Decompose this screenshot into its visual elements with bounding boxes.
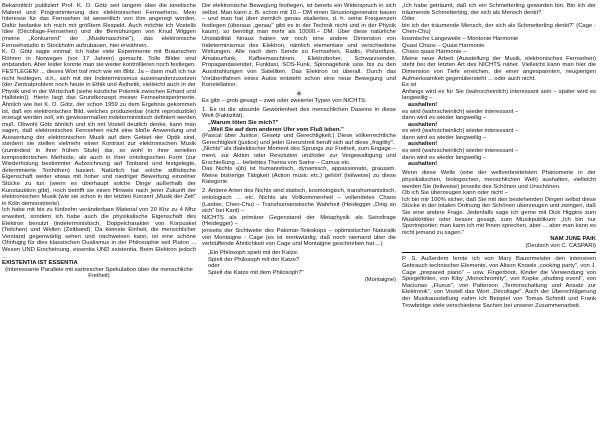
paragraph: Es gibt – grob gesagt – zwei oder zweierlei Typen von NICHTS: bbox=[202, 97, 367, 104]
line: Chaos quasi Harmonie – bbox=[402, 49, 467, 56]
paragraph: „Nichts" als dialektischer Moment des Sprungs zur Freiheit, zum Engage – ment, zur Aktion oder Revolution und/oder zur Vergewaltigung und Erschießung ... beliebtes Thema von Sartre – Camus etc. bbox=[202, 146, 396, 166]
paragraph: Ich bin mir 100% sicher, daß Sie mit den bestehenden Dingen selbst diese Stücke in der totalen Ordnung der Schönen überzeugen und zwingen, daß Sie eine andere Frage. Jedenfalls sage ich gerne mit Dick Higgins zum Musikkritiker oder besser gesagt, zum Musikpublikum: „Ich bin nur Sportreporter; man kann ich mit Ihnen sprechen, aber ... aber man kann es nicht jemand zu sagen." bbox=[402, 196, 596, 236]
quote: Oder bbox=[402, 16, 415, 23]
paragraph: Bekanntlich publiziert Prof. K. O. Götz seit langem über die kinetische Malerei und Programmierung des elektronischen Fernsehens. Mein Interesse für das Fernsehen ist wesentlich von ihm angeregt worden. Dafür bedanke ich mich mit größtem Respekt. Auch möchte ich Vostells Idee (Décollage-Fernsehen) und die Bemühungen von Knud Wiggen (meine „Konkurrent" der „Musikmaschine"), das elektronische Fernsehstudio in Stockholm aufzubauen, hier erwähnen. bbox=[2, 3, 196, 49]
translator-credit: (Deutsch von C. CASPARI) bbox=[525, 242, 596, 249]
paragraph: Ob ich Sie überzeugen kann oder nicht – bbox=[402, 190, 508, 197]
line: aushalten! bbox=[408, 101, 438, 108]
quote: „Ich habe geträumt, daß ich ein Schmetterling geworden bin. Bin ich der träumende Schmetterling, der sich als Mensch denkt? bbox=[402, 3, 596, 16]
line: es wird (wahrscheinlich) wieder interessant – bbox=[402, 128, 519, 135]
line: aushalten! bbox=[408, 161, 438, 168]
quote: bin ich der träumende Mensch, der sich als Schmetterling denkt?" (Cage - Chen-Chu) bbox=[402, 22, 596, 36]
line: aushalten! bbox=[408, 121, 438, 128]
list-item-1: 1. Es ist die absurde Gewortenheit des menschlichen Daseins in diese Welt (Faktizität). bbox=[202, 106, 396, 120]
line: dann wird es wieder langweilig – bbox=[402, 154, 487, 161]
author-signature: NAM JUNE PAIK bbox=[550, 236, 596, 243]
paragraph: Ich habe mit bis zu fünfzehn veränderbare Material von 20 Khz zu 4 Mhz erweitert, sondern ich habe auch die physikalische Eigenschaft des Elektron benutzt (indeterministisch, Doppelcharakter von Korpuskel (Teilchen) und Wellen (Zeitband). Da kleinste Einheit, die menschlicher Verstand gegenwärtig sehen und nachweisen kann, ist eine schöne Ohnfugig für dies klassischen Dualismus in der Philosophie seit Platon ... Wesen UND Erscheinung, essentia UND existentia. Beim Elektron jedoch ... bbox=[2, 207, 196, 260]
line: Es ist bbox=[402, 82, 417, 89]
quote: „Ein Philosoph spielt mit der Katze. bbox=[208, 250, 299, 257]
paragraph: Die elektronische Bewegung festlegen, ist bereits ein Widerspruch in sich selbst. Man kann z. B. schon mit 10.– DM einen Sinustongenerator bauen – und man hat über ziemlich genau skaliertes, d. h. seine Frequenzen festlegen (überaus „genau" gibt es in der Technik nicht und in der Physik kaum), so benötigt man mehr als 10000.– DM. Über diese natürliche Unstabilität hinaus haben wir noch eine andere Dimension von Indeterminismus des Elektron, nämlich elementare und verschiedene Wirkungen. Alle nach dem Sende zu Fernsehen, Radio, Polizeifunk, Amateurfunk, Kaffeemaschinen, Elektroboher, Schwarzsender, Propagandasender, Funktaxi, SOS-Funk, Spionagefunk usw. bis zu den Ausstrahlungen von Satelliten. Das Elektron ist überall. Durch das Vorübertfahren eines Autos entsteht schon eine neue Bewegung und Konstellation. bbox=[202, 3, 396, 89]
column-right bbox=[402, 3, 596, 445]
quote: „Warum töten Sie mich?" bbox=[208, 120, 279, 126]
paragraph: Wenn diese Welle (eine der weltverbreitetsten Phänomene in der physikalischen, biologischen, menschlichen Welt) aushalten, vielleicht werden Sie (teilweise) jenseits des Schönen und Unschönen. bbox=[402, 170, 596, 190]
quote-attribution: (Montaigne) bbox=[364, 276, 396, 283]
line: kosmische Langeweile – Montonie Harmonie bbox=[402, 35, 519, 42]
column-middle bbox=[202, 3, 396, 445]
postscript: P. S. Außerdem lernte ich von Mary Bauermeister den intensiven Gebrauch technischer Elemente, von Alison Knowls „cooking party", von J. Cage „prepared piano" – usw. Fingerboot, Kinder die Verwendung von Spiegelfolien, von Kiby „Monochromity", von Kopke „shutting event", von Maciunas „Fluxus", von Patterson „Terminschaltung und Ansatz zur Elektronik", von Vostell das Wort „Décollage". Auch der Überschlägerung der Musikausstellung nahm ich Beispiel von Tomas Schmitt und Frank Trowbridge viele verschiedene Sachen bei unserer Zusammenarbeit. bbox=[402, 256, 596, 309]
section-divider-asterisk: ✳ bbox=[295, 88, 303, 98]
paragraph: Das Nichts a)b) ist humanistisch, dynamisch, appassionato, grausam. Meine bisherige Tätigkeit (Action music etc.) gehört (teilweise) zu diese Kategorie. bbox=[202, 166, 396, 186]
divider-rule bbox=[402, 252, 596, 253]
paragraph: jenseits der Sichtweite des Palomar-Teleskops – optimistischer Naturalik von Montaigne - Cage (es ist merkwürdig, daß noch niemand über die verblüffende Ähnlichkeit von Cage und Montaigne geschrieben hat ...) bbox=[202, 228, 396, 248]
line: dann wird es wieder langweilig – bbox=[402, 134, 487, 141]
paragraph: Meine neue Arbeit (Ausstellung der Musik, elektronisches Fernsehen) steht bei der letzten Art des NICHTS näher. Vielleicht kann man hier die Dimension von Tiefe erreichen, die einer angespannten, neugierigen Aufmerksamkeit gegenübersteht ... oder auch nicht. bbox=[402, 55, 596, 82]
line: es wird (wahrscheinlich) wieder interessant – bbox=[402, 148, 519, 155]
paragraph: NICHTS als primärer Gegenstand der Metaphysik als Seinsfrage (Heidegger) – bbox=[202, 214, 396, 228]
quote: Spielt die Katze mit dem Philosoph?" bbox=[208, 270, 304, 277]
paragraph: (Pascal über Justice; Gesetz und Gerechtigkeit.) Diese völkerrechtliche Gerechtigkeit (justice) und jeder Grenzstreit beruft sich auf diese „fragility". bbox=[202, 133, 396, 146]
parenthetical-note: (Interessante Parallele mit sartrescher Spekulation über die menschliche Freiheit) bbox=[5, 266, 193, 280]
line: Anfangs wird es für Sie (wahrscheinlich) interessant sein – später wird es langweilig – bbox=[402, 88, 596, 102]
list-item-2: 2. Andere Arten des Nichts sind statisch, kosmologisch, transhumanistisch, ontologisch ... etc. Nichts als Vollkommenheit – vollendetes Chaos (Laotse, Chen-Chu) – Transhumanistische Wahrheit (Heidegger „Ding an sich" bei Kant) – bbox=[202, 188, 396, 215]
column-left bbox=[2, 3, 196, 445]
paragraph: K. O. Götz sagte einmal: Ich habe viele Experimente mit Braunschen Röhren in Norwegen (vor 17 Jahren) gemacht. Tolle Bilder sind entstanden. Aber leider konnte man sie weder kontrollieren noch festlegen. FESTLEGEN! ... dieses Wort traf mich wie ein Blitz. Ja – dann muß ich nur nicht festlegen, d.h., sich mit der Indeterminismus auseinanderzusetzen (der Zentralproblem noch heute in Ethik und Ästhetik, vielleicht auch in der Physik und in der Wirtschaft (siehe kürzliche Polemik zwischen Erhard und Hallstein)). Hierin liegt das Grundkonzept meiner Fernsehexperimente. Ähnlich wie bei K. O. Götz, der schon 1959 zu dem Ergebnis gekommen ist, daß ein elektronisches Bild, welches produzierbar (nicht reproduzible) erzeugt werden soll, ein gewissermaßen indeterministisch definiert werden muß. Obwohl Götz ähnlich und ich mit Vostell deutlich denke, kann man sagen, daß elektronisches Fernsehen nicht eine bloße Anwendung und Auswertung der elektronischen Musik auf dem Gebiet der Optik sind, sondern sie stellen vielmehr einen Kontrast zur elektronischen Musik (zumindest in ihrer frühen Stufe) dar, so wohl in ihrer seriellen kompositorischen Methode, als auch in ihrer ontologischen Form (zur Wiederholung bestimmter Aufzeichnung auf Tonband und festgelegte, determinierte Tonhöhen) basiert. Natürlich hat solche stillistische Eigenschaft weder etwas mit hoher und niedriger Bewertung einzelner Stücke zu tun (wenn es überhaupt solche Dinge außerhalb der Kunstauktion gibt), noch betrifft sie einen Hinweis nach jener Zukunft der elektronischen Musik (wie sie schon in der letzten Konzert „Musik der Zeit" in Köln demonstrierte). bbox=[2, 49, 196, 207]
quote: Spielt der Philosoph mit der Katze? bbox=[208, 256, 300, 263]
line: aushalten! bbox=[408, 141, 438, 148]
heading-existentia: EXISTENTIA IST ESSENTIA bbox=[2, 260, 78, 267]
quote: oder bbox=[208, 263, 220, 270]
line: dann wird es wieder langweilig – bbox=[402, 115, 487, 122]
line: Quasi Chaos – Quasi Harmonie bbox=[402, 42, 485, 49]
quote: „Weil Sie auf dem anderen Ufer vom Fluß leben." bbox=[208, 126, 344, 133]
line: es wird (wahrscheinlich) wieder interessant – bbox=[402, 108, 519, 115]
